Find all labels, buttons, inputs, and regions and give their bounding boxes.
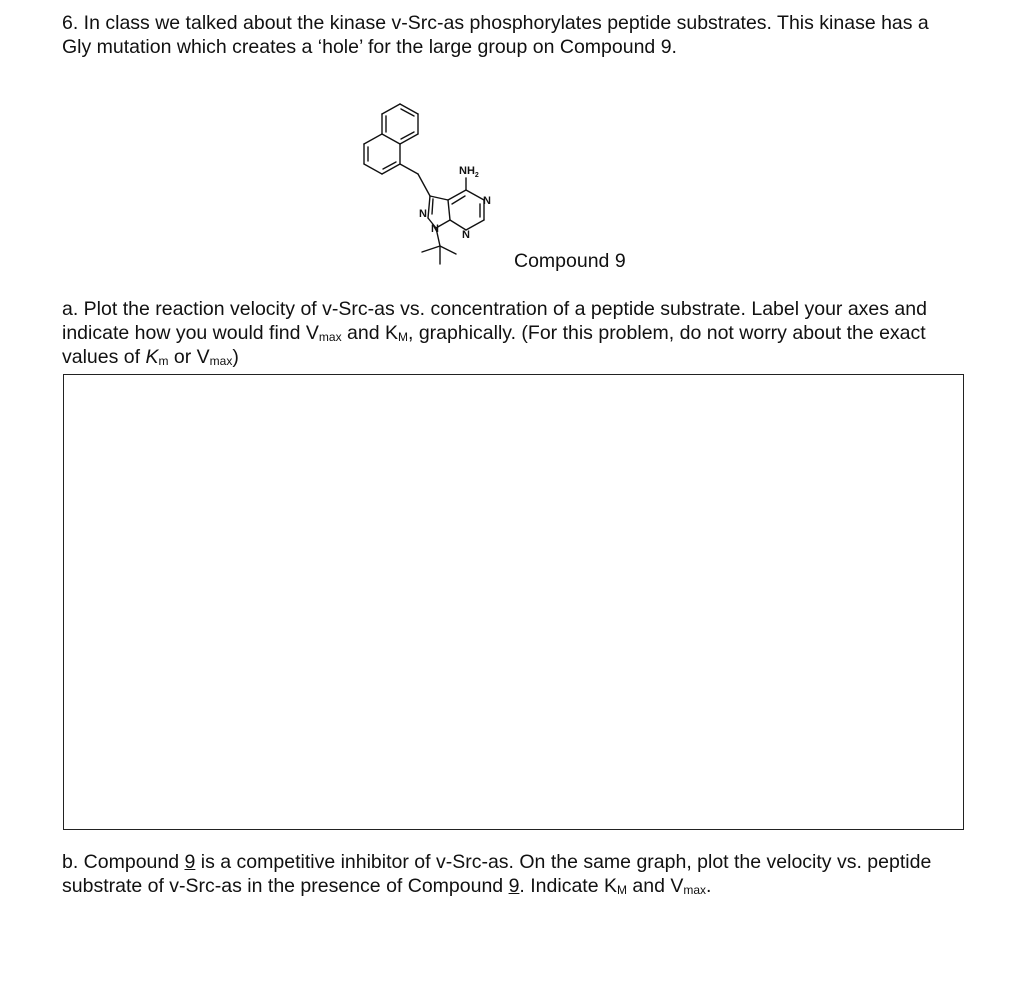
compound-caption: Compound 9	[514, 250, 626, 272]
pyrimidine-n3-label: N	[483, 195, 491, 207]
pyrimidine-n1-label: N	[462, 229, 470, 241]
compound-9-structure	[370, 100, 530, 275]
molecule-drawing	[370, 100, 530, 275]
nh2-label: $NH_2$	[459, 165, 479, 179]
part-a-text: a. Plot the reaction velocity of v-Src-as vs. concentration of a peptide substrate. Label your axes and indicate how you would find $V_{max}$ and $K_M$, graphically. (For this problem, do not worry about the exact values of $K_m$ or $V_{max}$)	[62, 298, 927, 368]
part-b-text: b. Compound 9 is a competitive inhibitor of v-Src-as. On the same graph, plot the velocity vs. peptide substrate of v-Src-as in the presence of Compound 9. Indicate $K_M$ and $V_{max}$.	[62, 851, 932, 897]
question-6-text: 6. In class we talked about the kinase v-Src-as phosphorylates peptide substrates. This kinase has a Gly mutation which creates a ‘hole’ for the large group on Compound 9.	[62, 12, 929, 58]
pyrazole-n1-label: N	[431, 223, 439, 235]
pyrazole-n-label: N	[419, 208, 427, 220]
answer-box[interactable]	[63, 374, 964, 830]
